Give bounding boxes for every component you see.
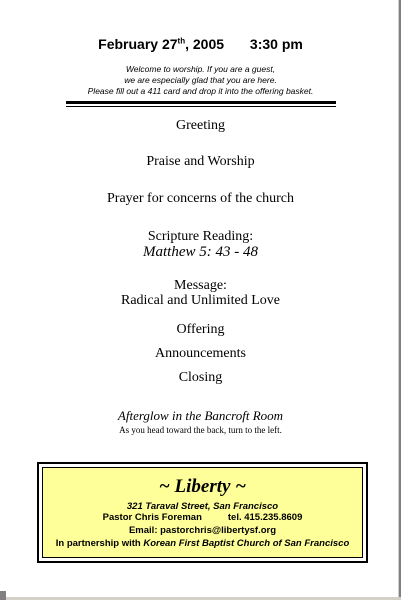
- church-name: ~ Liberty ~: [158, 476, 247, 497]
- afterglow-note: As you head toward the back, turn to the left.: [119, 425, 282, 435]
- welcome-line: we are especially glad that you are here.: [124, 75, 277, 85]
- church-info-panel: [42, 467, 363, 558]
- order-offering: Offering: [176, 322, 225, 337]
- date-day: February 27: [98, 36, 178, 52]
- partnership-line: [43, 538, 362, 549]
- afterglow-title: Afterglow in the Bancroft Room: [117, 408, 284, 423]
- partnership-prefix: In partnership with: [55, 538, 144, 549]
- order-scripture-label: Scripture Reading:: [147, 229, 254, 244]
- date-year: , 2005: [185, 36, 225, 52]
- date: [98, 36, 224, 52]
- church-address: 321 Taraval Street, San Francisco: [126, 501, 279, 512]
- order-greeting: Greeting: [176, 118, 225, 133]
- divider-thick: [66, 101, 336, 104]
- partner-church-name: Korean First Baptist Church of San Francisco: [143, 538, 350, 549]
- order-closing: Closing: [178, 370, 223, 385]
- church-info-box: [37, 462, 368, 563]
- church-phone: tel. 415.235.8609: [227, 512, 303, 523]
- service-time: 3:30 pm: [249, 36, 303, 52]
- scripture-reference: Matthew 5: 43 - 48: [143, 244, 258, 260]
- welcome-line: Please fill out a 411 card and drop it into the offering basket.: [87, 86, 314, 96]
- order-praise: Praise and Worship: [146, 154, 255, 169]
- welcome-message: [0, 64, 401, 97]
- order-announcements: Announcements: [155, 346, 246, 361]
- welcome-line: Welcome to worship. If you are a guest,: [125, 64, 276, 74]
- page-corner-marker: [0, 591, 6, 600]
- message-title: Radical and Unlimited Love: [120, 293, 280, 308]
- order-prayer: Prayer for concerns of the church: [107, 191, 294, 206]
- order-message-label: Message:: [174, 278, 227, 293]
- pastor-line: [43, 512, 362, 523]
- pastor-name: Pastor Chris Foreman: [102, 512, 202, 523]
- service-date-time: [0, 36, 401, 52]
- church-email: Email: pastorchris@libertysf.org: [128, 525, 277, 536]
- divider-thin: [66, 106, 336, 107]
- date-ordinal: th: [177, 36, 186, 46]
